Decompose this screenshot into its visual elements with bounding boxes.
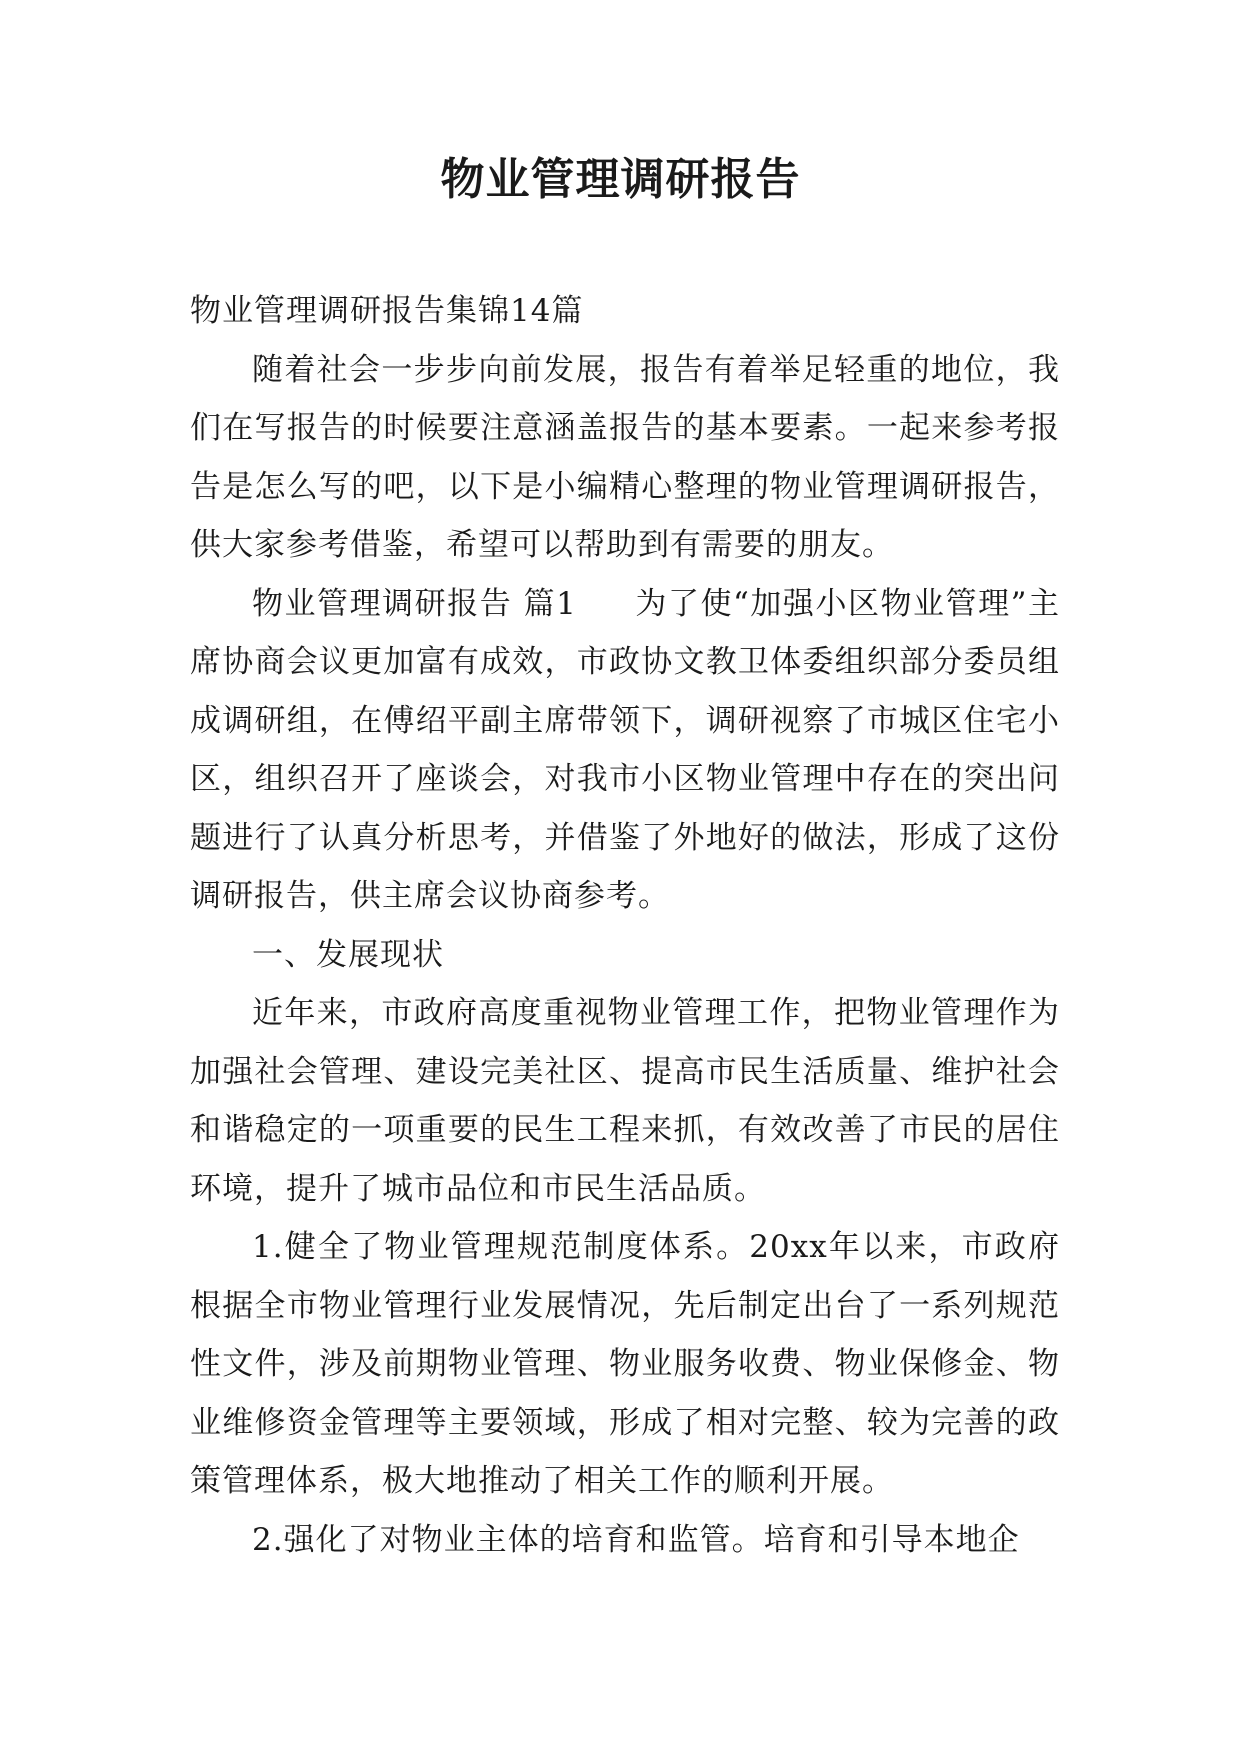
document-title: 物业管理调研报告 [440,154,801,205]
section-heading: 一、发展现状 [252,936,444,973]
section-label: 物业管理调研报告 篇1 [252,585,577,622]
status-paragraph: 近年来，市政府高度重视物业管理工作，把物业管理作为加强社会管理、建设完美社区、提高市民生活质量、维护社会和谐稳定的一项重要的民生工程来抓，有效改善了市民的居住环境，提升了城市品位和市民生活品质。 [190,995,1060,1207]
section-paragraph [190,575,1060,926]
document-body [190,282,1060,1569]
list-item-2: 2.强化了对物业主体的培育和监管。培育和引导本地企 [252,1521,1020,1558]
section-opening: 为了使“加强小区物业管理”主席协商会议更加富有成效，市政协文教卫体委组织部分委员组成调研组，在傅绍平副主席带领下，调研视察了市城区住宅小区，组织召开了座谈会，对我市小区物业管理中存在的突出问题进行了认真分析思考，并借鉴了外地好的做法，形成了这份调研报告，供主席会议协商参考。 [190,585,1061,914]
list-item-1: 1.健全了物业管理规范制度体系。20xx年以来，市政府根据全市物业管理行业发展情况，先后制定出台了一系列规范性文件，涉及前期物业管理、物业服务收费、物业保修金、物业维修资金管理等主要领域，形成了相对完整、较为完善的政策管理体系，极大地推动了相关工作的顺利开展。 [190,1229,1060,1499]
document-subtitle: 物业管理调研报告集锦14篇 [190,293,584,329]
intro-paragraph: 随着社会一步步向前发展，报告有着举足轻重的地位，我们在写报告的时候要注意涵盖报告的基本要素。一起来参考报告是怎么写的吧，以下是小编精心整理的物业管理调研报告，供大家参考借鉴，希望可以帮助到有需要的朋友。 [190,351,1060,563]
